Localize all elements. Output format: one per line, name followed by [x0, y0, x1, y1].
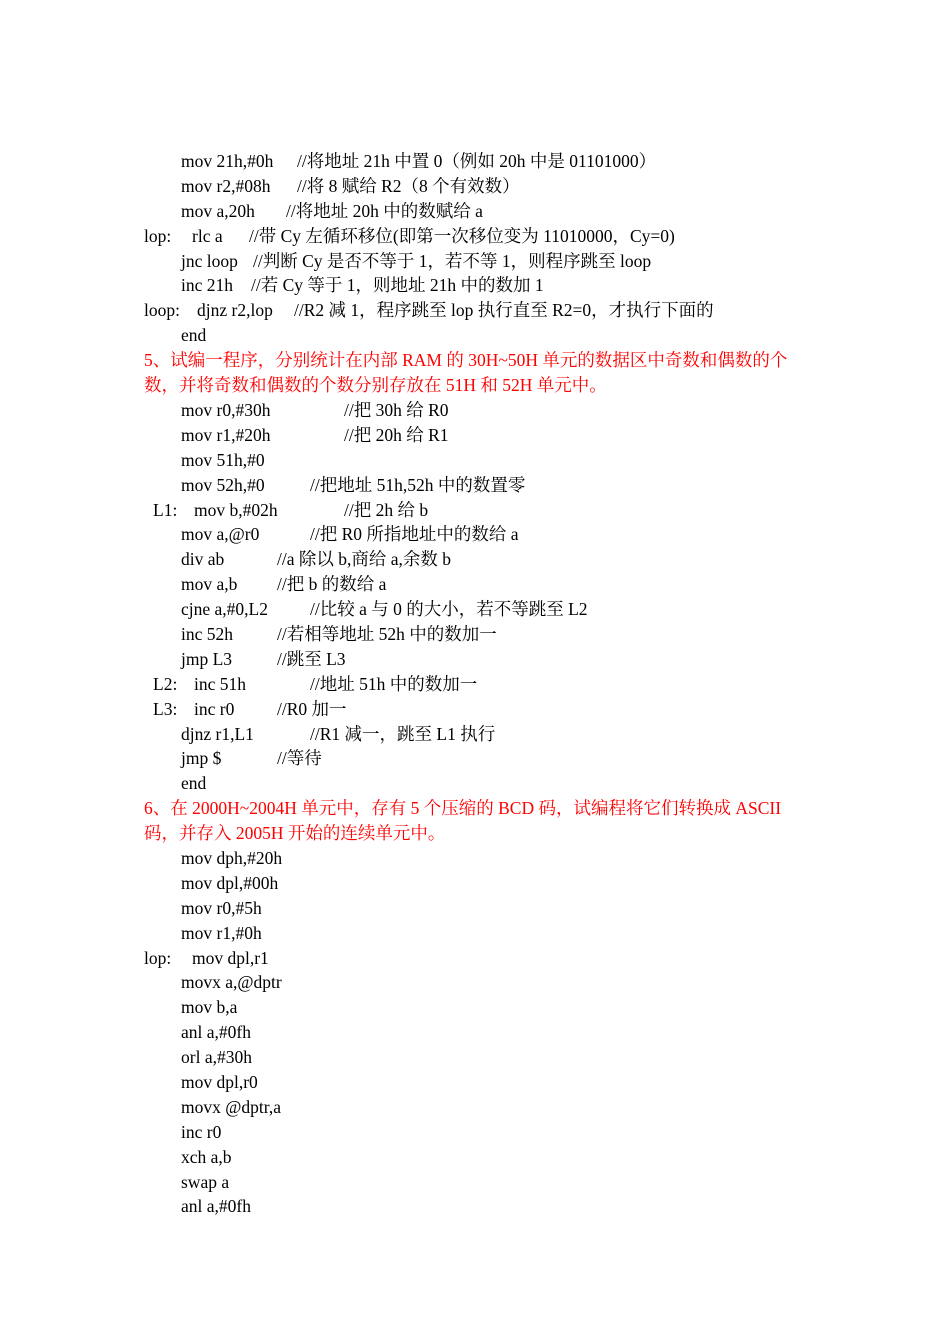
code-line: [144, 149, 824, 174]
code-line: [144, 448, 824, 473]
code-line: [144, 697, 824, 722]
code-instruction: inc 21h: [181, 275, 234, 296]
code-comment: //地址 51h 中的数加一: [310, 673, 478, 694]
code-line: [144, 746, 824, 771]
code-line: [144, 249, 824, 274]
code-line: [144, 572, 824, 597]
code-line: [144, 647, 824, 672]
code-comment: //R2 减 1，程序跳至 lop 执行直至 R2=0，才执行下面的: [294, 300, 714, 321]
code-instruction: jmp L3: [181, 648, 233, 669]
code-line: [144, 398, 824, 423]
code-instruction: mov 21h,#0h: [181, 151, 274, 171]
code-comment: //a 除以 b,商给 a,余数 b: [277, 549, 452, 570]
code-line: [144, 722, 824, 747]
code-instruction: inc r0: [194, 698, 235, 719]
code-instruction: mov r1,#0h: [181, 922, 262, 943]
code-line: [144, 846, 824, 871]
code-label: lop:: [144, 947, 172, 968]
code-line: [144, 1120, 824, 1145]
code-instruction: mov dpl,r1: [192, 947, 269, 968]
code-instruction: mov b,a: [181, 997, 238, 1018]
code-instruction: mov r2,#08h: [181, 175, 271, 196]
code-comment: //把 30h 给 R0: [344, 399, 449, 420]
code-instruction: mov dpl,#00h: [181, 872, 279, 893]
code-instruction: inc 51h: [194, 673, 247, 694]
code-line: [144, 672, 824, 697]
code-comment: //若 Cy 等于 1，则地址 21h 中的数加 1: [251, 275, 544, 296]
code-instruction: cjne a,#0,L2: [181, 599, 268, 620]
code-instruction: mov b,#02h: [194, 499, 278, 520]
code-instruction: mov dph,#20h: [181, 848, 283, 868]
code-instruction: mov 52h,#0: [181, 474, 265, 495]
code-line: [144, 995, 824, 1020]
code-comment: //R0 加一: [277, 698, 347, 719]
code-line: [144, 224, 824, 249]
code-comment: //将 8 赋给 R2（8 个有效数）: [297, 175, 520, 196]
code-instruction: anl a,#0fh: [181, 1022, 251, 1043]
code-comment: //把 2h 给 b: [344, 499, 429, 520]
code-comment: //比较 a 与 0 的大小，若不等跳至 L2: [310, 599, 588, 620]
code-line: [144, 547, 824, 572]
code-instruction: end: [181, 773, 207, 794]
code-instruction: anl a,#0fh: [181, 1196, 251, 1217]
code-line: [144, 1170, 824, 1195]
code-block-3: [144, 846, 824, 1219]
code-comment: //等待: [277, 748, 322, 769]
code-instruction: movx @dptr,a: [181, 1096, 281, 1117]
code-label: L3:: [153, 698, 178, 719]
code-line: [144, 423, 824, 448]
code-comment: //把 20h 给 R1: [344, 424, 449, 445]
code-instruction: mov a,20h: [181, 200, 255, 221]
question-6-heading: 6、在 2000H~2004H 单元中，存有 5 个压缩的 BCD 码，试编程将它们转换成 ASCII 码，并存入 2005H 开始的连续单元中。: [144, 798, 782, 844]
code-comment: //R1 减一，跳至 L1 执行: [310, 723, 496, 744]
code-line: [144, 174, 824, 199]
code-instruction: inc 52h: [181, 623, 234, 644]
code-comment: //把 b 的数给 a: [277, 574, 387, 595]
code-line: [144, 1095, 824, 1120]
code-line: [144, 921, 824, 946]
code-line: [144, 970, 824, 995]
code-instruction: mov r1,#20h: [181, 424, 271, 445]
code-line: [144, 871, 824, 896]
code-instruction: mov a,b: [181, 574, 238, 595]
code-instruction: djnz r2,lop: [197, 300, 273, 321]
code-line: [144, 622, 824, 647]
code-instruction: swap a: [181, 1171, 230, 1192]
code-line: [144, 597, 824, 622]
code-block-2: [144, 398, 824, 796]
code-instruction: inc r0: [181, 1121, 222, 1142]
code-line: [144, 1020, 824, 1045]
question-5-heading: 5、试编一程序，分别统计在内部 RAM 的 30H~50H 单元的数据区中奇数和偶数的个数，并将奇数和偶数的个数分别存放在 51H 和 52H 单元中。: [144, 350, 788, 396]
code-line: [144, 771, 824, 796]
code-line: [144, 1045, 824, 1070]
code-label: L1:: [153, 499, 178, 520]
code-label: lop:: [144, 225, 172, 246]
code-comment: //将地址 20h 中的数赋给 a: [286, 200, 483, 221]
code-comment: //把 R0 所指地址中的数给 a: [310, 524, 519, 545]
code-line: [144, 522, 824, 547]
code-label: L2:: [153, 673, 178, 694]
code-instruction: mov dpl,r0: [181, 1072, 258, 1093]
code-instruction: jnc loop: [181, 250, 238, 271]
code-comment: //若相等地址 52h 中的数加一: [277, 623, 497, 644]
code-line: [144, 1194, 824, 1219]
document-content: [144, 149, 824, 1219]
code-line: [144, 199, 824, 224]
code-line: [144, 273, 824, 298]
code-instruction: mov r0,#5h: [181, 897, 262, 918]
code-line: [144, 896, 824, 921]
code-comment: //带 Cy 左循环移位(即第一次移位变为 11010000，Cy=0): [249, 225, 675, 246]
code-instruction: mov a,@r0: [181, 524, 260, 545]
code-instruction: end: [181, 325, 207, 346]
code-instruction: mov 51h,#0: [181, 449, 265, 470]
code-line: [144, 1070, 824, 1095]
code-line: [144, 1145, 824, 1170]
code-instruction: div ab: [181, 549, 225, 570]
code-line: [144, 323, 824, 348]
code-comment: //将地址 21h 中置 0（例如 20h 中是 01101000）: [297, 151, 657, 171]
code-line: [144, 473, 824, 498]
code-comment: //判断 Cy 是否不等于 1，若不等 1，则程序跳至 loop: [253, 250, 652, 271]
code-instruction: xch a,b: [181, 1146, 232, 1167]
code-instruction: jmp $: [181, 748, 222, 769]
code-instruction: mov r0,#30h: [181, 399, 271, 420]
code-instruction: rlc a: [192, 225, 223, 246]
code-line: [144, 946, 824, 971]
code-instruction: djnz r1,L1: [181, 723, 254, 744]
code-comment: //跳至 L3: [277, 648, 346, 669]
code-block-1: [144, 149, 824, 348]
code-line: [144, 298, 824, 323]
code-label: loop:: [144, 300, 180, 321]
code-comment: //把地址 51h,52h 中的数置零: [310, 474, 526, 495]
code-instruction: orl a,#30h: [181, 1047, 252, 1068]
code-instruction: movx a,@dptr: [181, 972, 282, 993]
code-line: [144, 498, 824, 523]
